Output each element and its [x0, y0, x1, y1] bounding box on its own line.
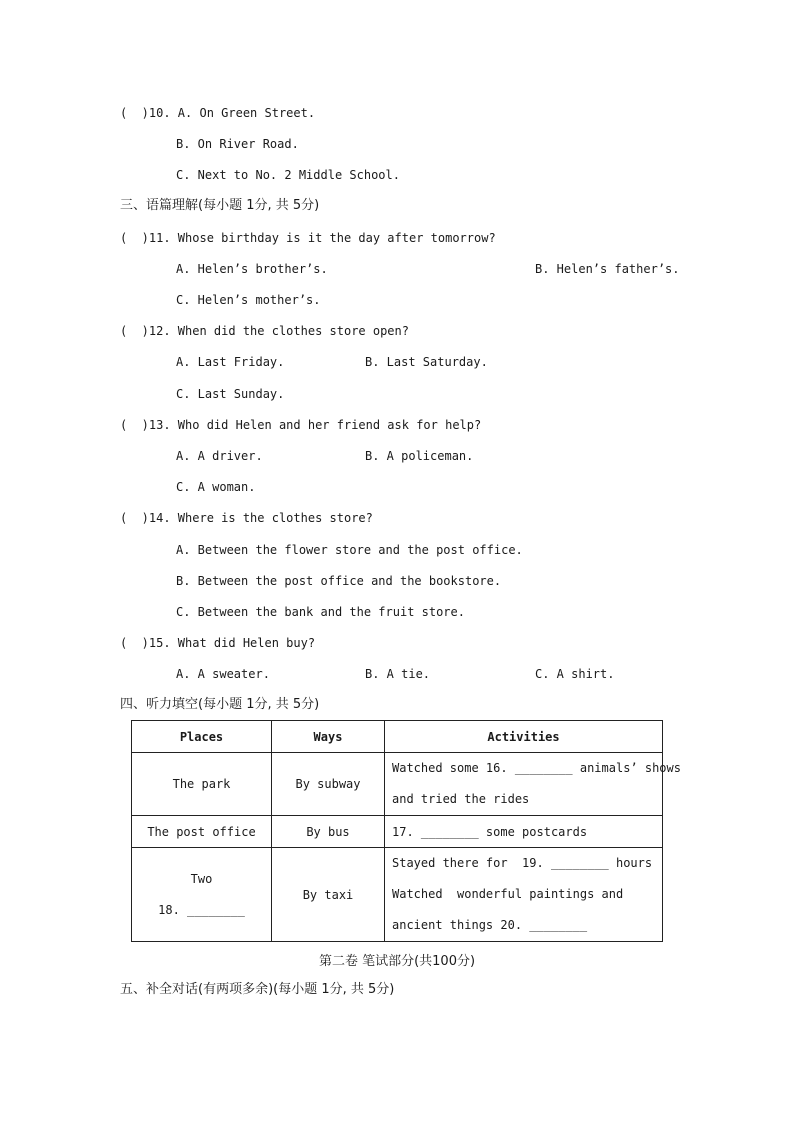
q15-option-b: B. A tie.: [365, 667, 431, 681]
q12-stem: ( )12. When did the clothes store open?: [120, 324, 409, 338]
activity-line: Stayed there for 19. ________ hours: [392, 856, 653, 870]
header-activities: Activities: [385, 721, 663, 753]
table-header-row: [132, 721, 663, 753]
section-3-heading: 三、语篇理解(每小题 1分, 共 5分): [120, 198, 320, 213]
table-row: [132, 848, 663, 942]
q10-option-b: B. On River Road.: [176, 137, 299, 151]
place-cell: The post office: [132, 816, 272, 848]
q11-option-c: C. Helen’s mother’s.: [176, 293, 321, 307]
activity-line: and tried the rides: [392, 792, 530, 806]
activity-line: ancient things 20. ________: [392, 918, 588, 932]
table-row: [132, 816, 663, 848]
listening-table: [131, 720, 681, 941]
header-ways: Ways: [272, 721, 385, 753]
place-cell: [132, 848, 272, 942]
q11-option-a: A. Helen’s brother’s.: [176, 262, 328, 276]
activity-line: Watched wonderful paintings and: [392, 887, 624, 901]
place-cell: The park: [132, 753, 272, 816]
q13-option-b: B. A policeman.: [365, 449, 474, 463]
q15-stem: ( )15. What did Helen buy?: [120, 636, 316, 650]
q15-option-a: A. A sweater.: [176, 667, 270, 681]
q14-option-a: A. Between the flower store and the post office.: [176, 543, 523, 557]
q13-option-a: A. A driver.: [176, 449, 263, 463]
activity-cell: [385, 848, 663, 942]
part-two-caption: 第二卷 笔试部分(共100分): [318, 954, 476, 969]
q10-stem: ( )10. A. On Green Street.: [120, 106, 316, 120]
section-4-heading: 四、听力填空(每小题 1分, 共 5分): [120, 697, 320, 712]
q11-stem: ( )11. Whose birthday is it the day after tomorrow?: [120, 231, 496, 245]
q15-option-c: C. A shirt.: [535, 667, 615, 681]
activity-cell: 17. ________ some postcards: [385, 816, 663, 848]
q14-option-b: B. Between the post office and the bookstore.: [176, 574, 502, 588]
way-cell: By subway: [272, 753, 385, 816]
q13-stem: ( )13. Who did Helen and her friend ask for help?: [120, 418, 482, 432]
q14-stem: ( )14. Where is the clothes store?: [120, 511, 373, 525]
way-cell: By bus: [272, 816, 385, 848]
q11-option-b: B. Helen’s father’s.: [535, 262, 680, 276]
way-cell: By taxi: [272, 848, 385, 942]
q12-option-a: A. Last Friday.: [176, 355, 285, 369]
q12-option-c: C. Last Sunday.: [176, 387, 285, 401]
table-row: [132, 753, 663, 816]
header-places: Places: [132, 721, 272, 753]
place-line: Two: [190, 871, 213, 886]
blank-18: 18. ________: [158, 902, 245, 917]
section-5-heading: 五、补全对话(有两项多余)(每小题 1分, 共 5分): [120, 982, 395, 997]
q12-option-b: B. Last Saturday.: [365, 355, 488, 369]
q10-option-c: C. Next to No. 2 Middle School.: [176, 168, 400, 182]
activity-cell: [385, 753, 681, 816]
q14-option-c: C. Between the bank and the fruit store.: [176, 605, 465, 619]
activity-line: Watched some 16. ________ animals’ shows: [392, 761, 681, 775]
q13-option-c: C. A woman.: [176, 480, 256, 494]
